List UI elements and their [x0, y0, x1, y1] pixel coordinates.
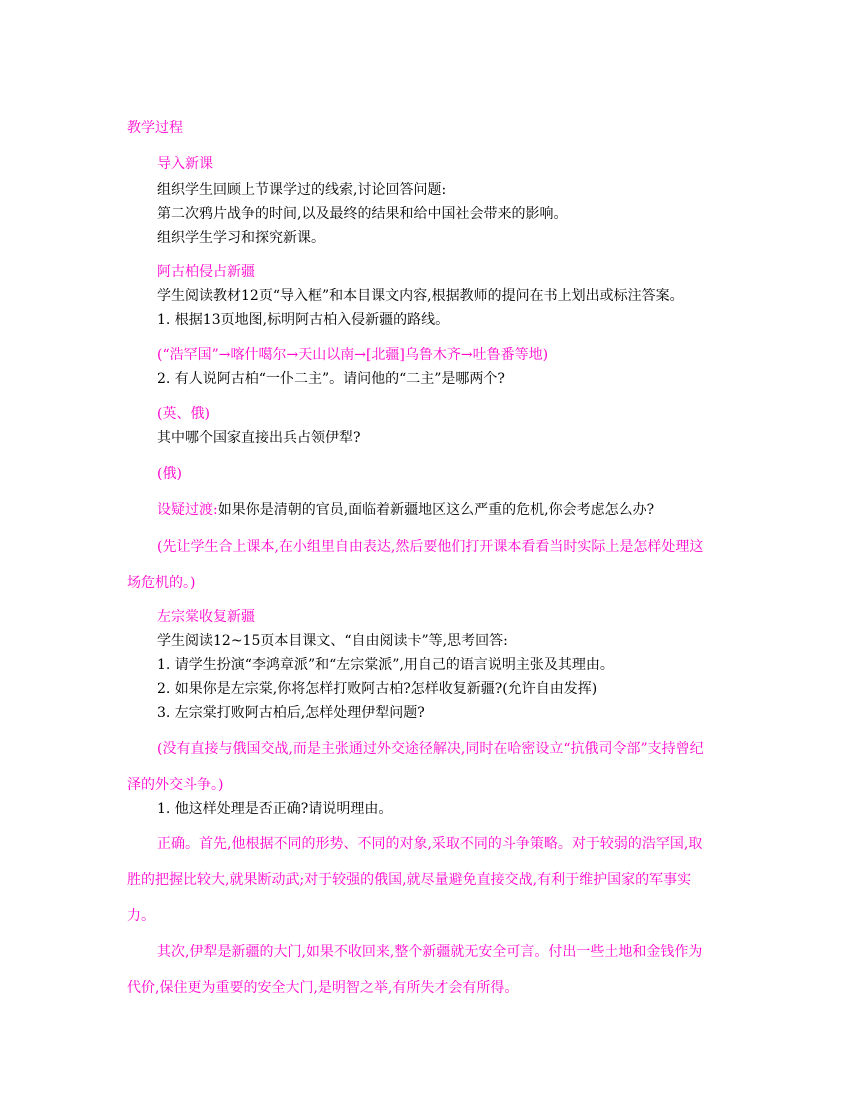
zuo-answer-5-line-2: 代价,保住更为重要的安全大门,是明智之举,有所失才会有所得。 [127, 980, 519, 996]
yakub-question-3: 其中哪个国家直接出兵占领伊犁? [157, 430, 361, 446]
zuo-answer-5-line-1: 其次,伊犁是新疆的大门,如果不收回来,整个新疆就无安全可言。付出一些土地和金钱作为 [157, 944, 703, 960]
transition-answer-line-2: 场危机的。) [127, 575, 196, 591]
section-title-zuo: 左宗棠收复新疆 [157, 609, 255, 625]
yakub-question-2: 2. 有人说阿古柏“一仆二主”。请问他的“二主”是哪两个? [157, 371, 505, 387]
intro-line-2: 第二次鸦片战争的时间,以及最终的结果和给中国社会带来的影响。 [157, 206, 568, 222]
section-title-intro: 导入新课 [157, 156, 213, 172]
yakub-line-1: 学生阅读教材12页“导入框”和本目课文内容,根据教师的提问在书上划出或标注答案。 [157, 288, 684, 304]
page-heading: 教学过程 [127, 120, 183, 136]
yakub-question-1: 1. 根据13页地图,标明阿古柏入侵新疆的路线。 [157, 312, 450, 328]
zuo-question-3: 3. 左宗棠打败阿古柏后,怎样处理伊犁问题? [157, 705, 425, 721]
zuo-answer-4-line-2: 胜的把握比较大,就果断动武;对于较强的俄国,就尽量避免直接交战,有利于维护国家的军事实 [127, 872, 692, 888]
zuo-answer-4-line-3: 力。 [127, 908, 155, 924]
yakub-answer-1: (“浩罕国”→喀什噶尔→天山以南→[北疆]乌鲁木齐→吐鲁番等地) [157, 347, 549, 363]
zuo-question-2: 2. 如果你是左宗棠,你将怎样打败阿古柏?怎样收复新疆?(允许自由发挥) [157, 681, 598, 697]
intro-line-3: 组织学生学习和探究新课。 [157, 230, 325, 246]
zuo-question-1: 1. 请学生扮演“李鸿章派”和“左宗棠派”,用自己的语言说明主张及其理由。 [157, 657, 614, 673]
zuo-answer-3-line-2: 泽的外交斗争。) [127, 777, 224, 793]
zuo-answer-4-line-1: 正确。首先,他根据不同的形势、不同的对象,采取不同的斗争策略。对于较弱的浩罕国,取 [157, 836, 703, 852]
section-title-yakub: 阿古柏侵占新疆 [157, 264, 255, 280]
zuo-answer-3-line-1: (没有直接与俄国交战,而是主张通过外交途径解决,同时在哈密设立“抗俄司令部”支持曾纪 [157, 741, 704, 757]
transition-text: 如果你是清朝的官员,面临着新疆地区这么严重的危机,你会考虑怎么办? [217, 502, 655, 518]
yakub-answer-2: (英、俄) [157, 406, 210, 422]
yakub-answer-3: (俄) [157, 466, 182, 482]
zuo-line-1: 学生阅读12~15页本目课文、“自由阅读卡”等,思考回答: [157, 633, 508, 649]
transition-line [157, 500, 654, 520]
transition-answer-line-1: (先让学生合上课本,在小组里自由表达,然后要他们打开课本看看当时实际上是怎样处理这 [157, 539, 704, 555]
transition-label: 设疑过渡: [157, 502, 218, 518]
intro-line-1: 组织学生回顾上节课学过的线索,讨论回答问题: [157, 182, 447, 198]
zuo-question-4: 1. 他这样处理是否正确?请说明理由。 [157, 801, 393, 817]
